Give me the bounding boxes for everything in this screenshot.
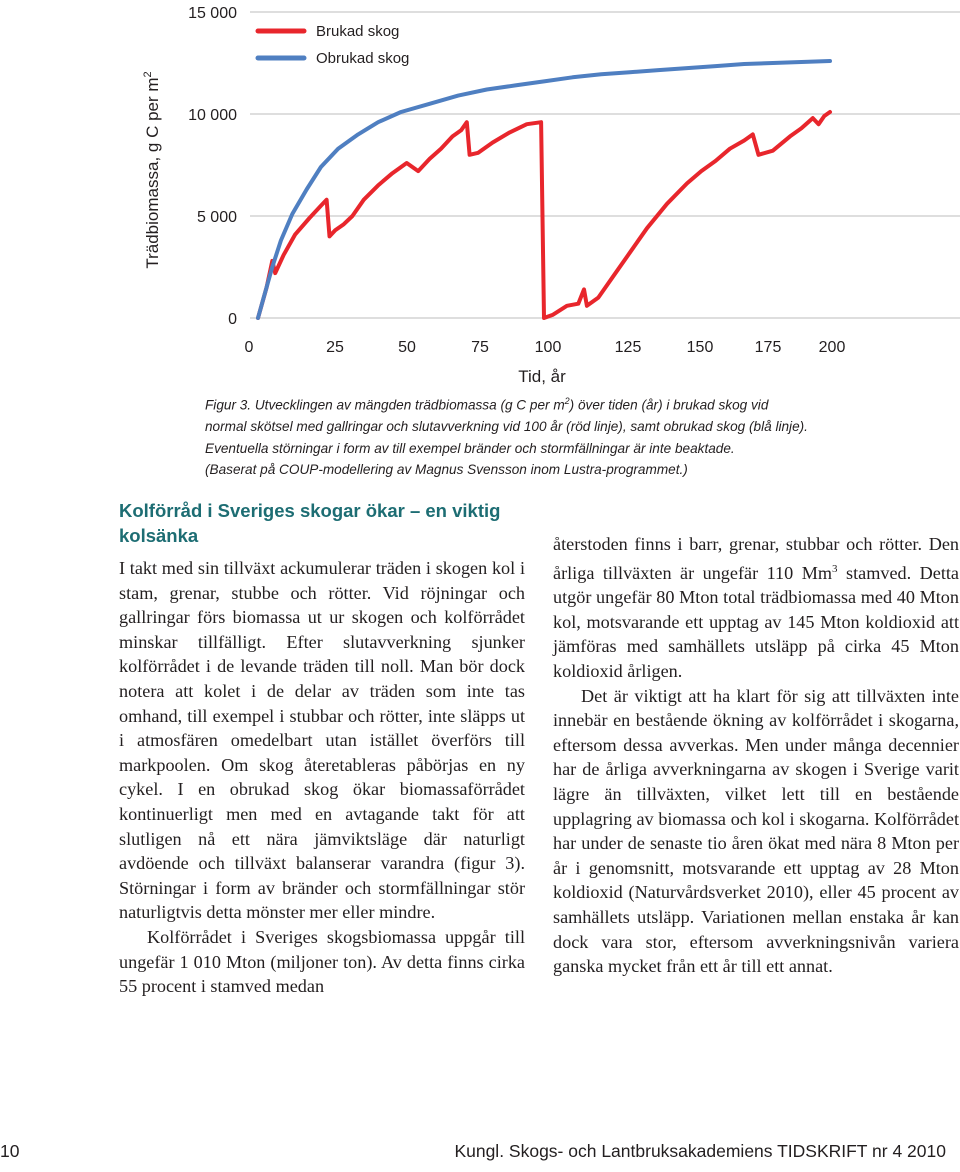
y-tick-label: 0 (228, 311, 237, 328)
series-layer (258, 61, 830, 318)
chart-svg (0, 0, 960, 390)
caption-line-3: Eventuella störningar i form av till exempel bränder och stormfällningar är inte beaktade. (205, 440, 735, 456)
x-tick-label: 150 (686, 339, 714, 356)
x-tick-label: 125 (614, 339, 642, 356)
y-tick-label: 5 000 (196, 209, 237, 226)
x-tick-label: 0 (244, 339, 254, 356)
article-column-left (119, 556, 525, 999)
caption-sup: 2 (564, 396, 570, 406)
page-number: 10 (0, 1141, 20, 1161)
x-tick-label: 100 (534, 339, 562, 356)
journal-reference: Kungl. Skogs- och Lantbruksakademiens TIDSKRIFT nr 4 2010 (454, 1141, 946, 1161)
caption-line-1-end: ) över tiden (år) i brukad skog vid (569, 397, 769, 413)
legend-label-obrukad: Obrukad skog (316, 50, 410, 67)
legend (258, 23, 409, 67)
figure-3-chart (0, 0, 960, 390)
caption-line-2: normal skötsel med gallringar och slutavverkning vid 100 år (röd linje), samt obrukad skog (blå linje). (205, 419, 808, 435)
article-column-right (553, 532, 959, 979)
x-tick-label: 50 (398, 339, 416, 356)
legend-label-brukad: Brukad skog (316, 23, 400, 40)
paragraph-left-2: Kolförrådet i Sveriges skogsbiomassa uppgår till ungefär 1 010 Mton (miljoner ton). Av detta finns cirka 55 procent i stamved medan (119, 926, 525, 997)
x-tick-label: 25 (326, 339, 344, 356)
paragraph-right-2: Det är viktigt att ha klart för sig att tillväxten inte innebär en bestående ökning av kolförrådet i skogarna, eftersom dessa avverkas. Men under många decennier har de årliga avverkningarna av skogen i Sverige varit lägre än tillväxten, vilket lett till en bestående upplagring av biomassa och kol i skogarna. Kolförrådet har under de senaste tio åren ökat med nära 8 Mton per år i genomsnitt, motsvarande ett upptag av 28 Mton koldioxid (Naturvårdsverket 2010), eller 45 procent av samhällets utsläpp. Variationen mellan enstaka år kan dock vara stor, eftersom avverkningsnivån variera ganska mycket från ett år till ett annat. (553, 685, 959, 977)
x-tick-label: 75 (471, 339, 489, 356)
paragraph-right-1: återstoden finns i barr, grenar, stubbar och rötter. Den årliga tillväxten är ungefär 110 Mm$^3$ stamved. Detta utgör ungefär 80 Mton total trädbiomassa med 40 Mton kol, motsvarande ett upptag av 145 Mton koldioxid att jämföras med samhällets utsläpp på cirka 45 Mton koldioxid årligen. (553, 534, 960, 682)
x-axis-label: Tid, år (518, 367, 566, 386)
section-heading: Kolförråd i Sveriges skogar ökar – en viktig kolsänka (119, 500, 501, 546)
y-tick-label: 10 000 (188, 107, 237, 124)
y-axis-label (142, 71, 162, 268)
y-tick-label: 15 000 (188, 5, 237, 22)
caption-line-4: (Baserat på COUP-modellering av Magnus Svensson inom Lustra-programmet.) (205, 462, 688, 478)
x-tick-label: 200 (818, 339, 846, 356)
paragraph-left-1: I takt med sin tillväxt ackumulerar träden i skogen kol i stam, grenar, stubbe och rötter. Vid röjningar och gallringar förs biomassa ut ur skogen och kolförrådet minskar tillfälligt. Efter slutavverkning sjunker kolförrådet i de levande träden till noll. Man bör dock notera att kolet i de delar av träden som inte tas omhand, till exempel i stubbar och rötter, inte släpps ut i atmosfären omedelbart utan istället överförs till markpoolen. Om skog återetableras påbörjas en ny cykel. I en obrukad skog ökar biomassaförrådet kontinuerligt men med en avtagande takt för att slutligen nå ett nära jämviktsläge där naturligt avdöende och tillväxt balanserar varandra (figur 3). Störningar i form av bränder och stormfällningar stör naturligtvis detta mönster mer eller mindre. (119, 558, 525, 923)
x-tick-label: 175 (754, 339, 782, 356)
figure-caption (205, 391, 905, 481)
svg-text:Trädbiomassa, g C per m2: Trädbiomassa, g C per $m^2$ (142, 71, 162, 269)
caption-line-1: Figur 3. Utvecklingen av mängden trädbiomassa (g C per m (205, 397, 565, 413)
